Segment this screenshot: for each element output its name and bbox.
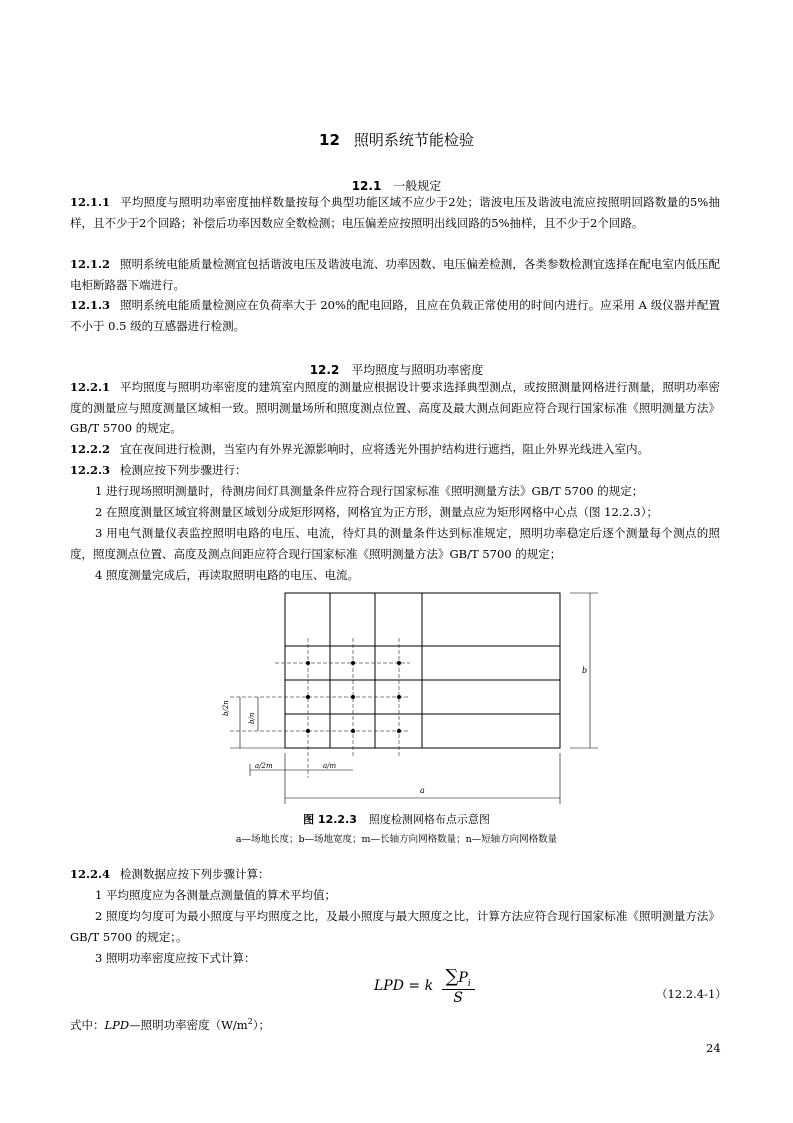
clause-12-2-2 — [70, 439, 720, 460]
clause-text: 检测数据应按下列步骤计算： — [120, 867, 270, 881]
formula-fraction — [442, 966, 475, 1006]
label-a-2m: a/2m — [255, 762, 273, 770]
clause-number: 12.1.1 — [70, 195, 111, 209]
section-title-text: 一般规定 — [393, 179, 442, 193]
chapter-title-text: 照明系统节能检验 — [353, 131, 474, 149]
chapter-title — [0, 129, 793, 150]
where-description: —照明功率密度（W/m — [129, 1018, 248, 1032]
measure-point — [306, 695, 310, 699]
label-b-2n: b/2n — [222, 700, 230, 716]
sum-symbol: ∑ — [445, 966, 459, 987]
step-item: 4 照度测量完成后，再读取照明电路的电压、电流。 — [95, 568, 359, 582]
figure-note: a—场地长度；b—场地宽度；m—长轴方向网格数量；n—短轴方向网格数量 — [235, 834, 558, 845]
clause-text: 平均照度与照明功率密度的建筑室内照度的测量应根据设计要求选择典型测点，或按照测量网格进行测量，照明功率密度的测量应与照度测量区域相一致。照明测量场所和照度测点位置、高度及最大测点间距应符合现行国家标准《照明测量方法》GB/T 5700 的规定。 — [70, 380, 720, 435]
label-b: b — [582, 666, 588, 675]
where-line — [70, 1017, 270, 1033]
step-item: 2 照度均匀度可为最小照度与平均照度之比，及最小照度与最大照度之比，计算方法应符合现行国家标准《照明测量方法》GB/T 5700 的规定；。 — [70, 909, 720, 944]
figure-caption — [0, 811, 793, 827]
figure-title: 照度检测网格布点示意图 — [368, 813, 490, 826]
where-prefix: 式中： — [70, 1018, 105, 1032]
step-item: 2 在照度测量区域宜将测量区域划分成矩形网格，网格宜为正方形，测量点应为矩形网格中心点（图 12.2.3）； — [95, 505, 658, 519]
section-title-12-2 — [0, 361, 793, 378]
chapter-number: 12 — [319, 131, 340, 149]
clause-text: 宜在夜间进行检测，当室内有外界光源影响时，应将透光外围护结构进行遮挡，阻止外界光线进入室内。 — [120, 442, 650, 456]
measure-point — [397, 729, 401, 733]
lpd-formula — [374, 966, 475, 1006]
step-item: 1 进行现场照明测量时，待测房间灯具测量条件应符合现行国家标准《照明测量方法》GB/T 5700 的规定； — [95, 484, 644, 498]
clause-12-1-1 — [70, 192, 720, 233]
clause-text: 照明系统电能质量检测宜包括谐波电压及谐波电流、功率因数、电压偏差检测，各类参数检测宜选择在配电室内低压配电柜断路器下端进行。 — [70, 257, 720, 292]
label-a: a — [420, 786, 425, 795]
clause-number: 12.2.1 — [70, 380, 111, 394]
label-a-m: a/m — [323, 762, 337, 770]
where-superscript: 2 — [247, 1017, 253, 1027]
where-end: ）； — [252, 1018, 271, 1032]
formula-lhs: LPD — [374, 977, 404, 994]
formula-denominator: S — [453, 989, 463, 1006]
section-number: 12.2 — [309, 363, 340, 377]
page-number: 24 — [706, 1041, 721, 1055]
clause-12-1-2 — [70, 254, 720, 295]
measure-point — [397, 661, 401, 665]
clause-12-1-3 — [70, 295, 720, 336]
equation-number: （12.2.4-1） — [656, 987, 727, 1001]
measure-point — [351, 695, 355, 699]
clause-12-2-1 — [70, 377, 720, 439]
formula-k: k — [424, 977, 434, 994]
clause-text: 照明系统电能质量检测应在负荷率大于 20%的配电回路，且应在负载正常使用的时间内进行。应采用 A 级仪器并配置不小于 0.5 级的互感器进行检测。 — [70, 298, 720, 333]
figure-number: 图 12.2.3 — [303, 813, 357, 826]
clause-number: 12.2.3 — [70, 463, 111, 477]
clause-12-2-4 — [70, 864, 720, 885]
where-symbol: LPD — [104, 1018, 130, 1032]
clause-number: 12.2.2 — [70, 442, 111, 456]
clause-text: 平均照度与照明功率密度抽样数量按每个典型功能区域不应少于2处；谐波电压及谐波电流应按照明回路数量的5%抽样，且不少于2个回路；补偿后功率因数应全数检测；电压偏差应按照明出线回路的5%抽样，且不少于2个回路。 — [70, 195, 720, 230]
step-item: 1 平均照度应为各测量点测量值的算术平均值； — [95, 888, 336, 902]
step-item: 3 照明功率密度应按下式计算： — [95, 951, 256, 965]
formula-subscript-i: i — [467, 978, 471, 989]
measure-point — [306, 729, 310, 733]
clause-number: 12.1.2 — [70, 257, 111, 271]
section-title-text: 平均照度与照明功率密度 — [351, 363, 484, 377]
center-lines — [230, 638, 410, 778]
grid-layout-figure — [210, 588, 610, 808]
clause-number: 12.2.4 — [70, 867, 111, 881]
measure-point — [397, 695, 401, 699]
section-number: 12.1 — [351, 179, 382, 193]
label-b-n: b/n — [248, 712, 256, 724]
measure-point — [351, 729, 355, 733]
formula-numerator — [442, 966, 475, 990]
clause-text: 检测应按下列步骤进行： — [120, 463, 247, 477]
clause-12-2-3 — [70, 460, 720, 481]
clause-number: 12.1.3 — [70, 298, 111, 312]
formula-p: P — [458, 970, 468, 986]
measure-point — [351, 661, 355, 665]
formula-equals: = — [408, 977, 421, 994]
grid-lines — [285, 593, 560, 748]
step-item: 3 用电气测量仪表监控照明电路的电压、电流，待灯具的测量条件达到标准规定，照明功率稳定后逐个测量每个测点的照度，照度测点位置、高度及测点间距应符合现行国家标准《照明测量方法》GB/T 5700 的规定； — [70, 526, 720, 561]
measure-point — [306, 661, 310, 665]
